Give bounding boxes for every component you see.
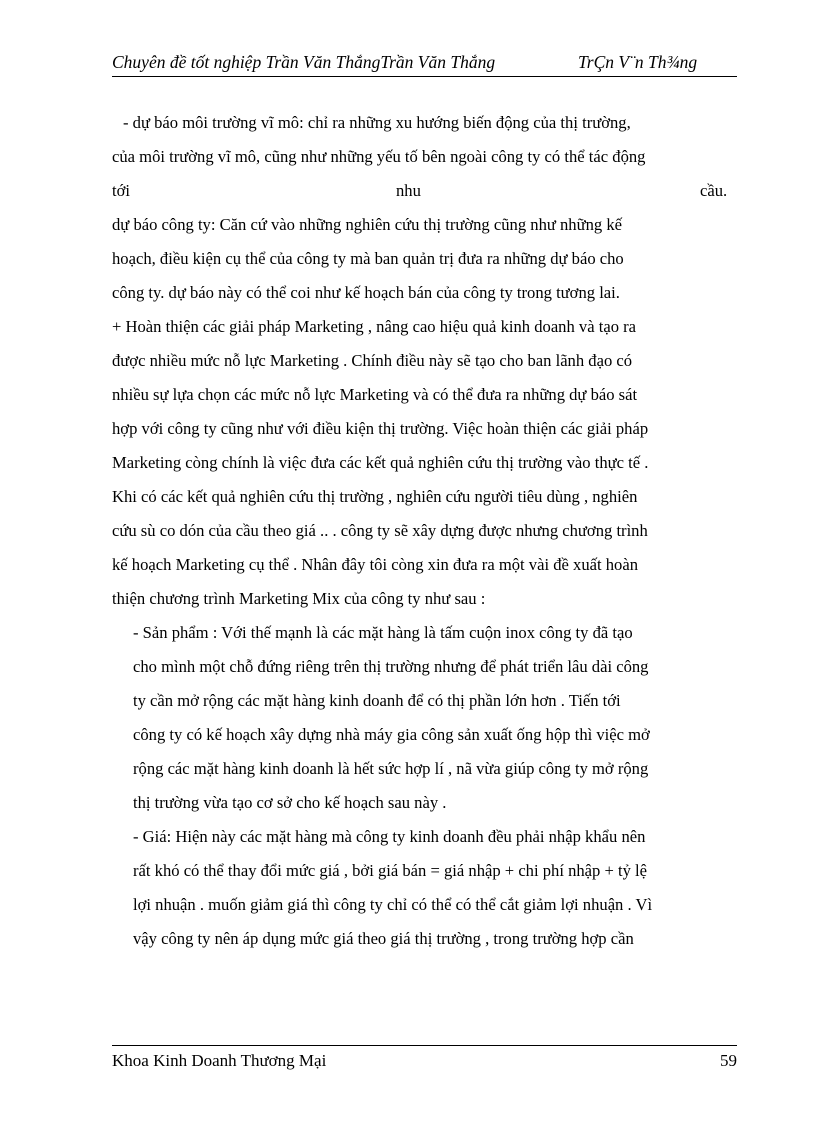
text-line: - Giá: Hiện này các mặt hàng mà công ty kinh doanh đều phải nhập khẩu nên (133, 827, 646, 846)
text-line: ty cần mở rộng các mặt hàng kinh doanh để có thị phần lớn hơn . Tiến tới (133, 691, 621, 710)
text-line: rộng các mặt hàng kinh doanh là hết sức hợp lí , nã vừa giúp công ty mở rộng (133, 759, 649, 778)
footer-rule (112, 1045, 737, 1046)
text-line: kế hoạch Marketing cụ thể . Nhân đây tôi còng xin đưa ra một vài đề xuất hoàn (112, 555, 639, 574)
text-line: công ty có kế hoạch xây dựng nhà máy gia công sản xuất ống hộp thì việc mở (133, 725, 650, 744)
text-line: dự báo công ty: Căn cứ vào những nghiên cứu thị trường cũng như những kế (112, 215, 622, 234)
text-line: tới (112, 181, 130, 200)
text-line: hợp với công ty cũng như với điều kiện thị trường. Việc hoàn thiện các giải pháp (112, 419, 649, 438)
footer-department: Khoa Kinh Doanh Thương Mại (112, 1051, 327, 1070)
page-number: 59 (720, 1051, 737, 1070)
text-line: - Sản phẩm : Với thế mạnh là các mặt hàng là tấm cuộn inox công ty đã tạo (133, 623, 633, 642)
text-line: Khi có các kết quả nghiên cứu thị trường , nghiên cứu người tiêu dùng , nghiên (112, 487, 638, 506)
header-author: TrÇn V¨n Th¾ng (578, 52, 698, 72)
text-line: + Hoàn thiện các giải pháp Marketing , nâng cao hiệu quả kinh doanh và tạo ra (112, 317, 637, 336)
text-line: vậy công ty nên áp dụng mức giá theo giá thị trường , trong trường hợp cần (133, 929, 634, 948)
text-line: lợi nhuận . muốn giảm giá thì công ty chỉ có thể có thể cắt giảm lợi nhuận . Vì (133, 895, 653, 914)
text-line: - dự báo môi trường vĩ mô: chỉ ra những xu hướng biến động của thị trường, (123, 113, 631, 132)
text-line: hoạch, điều kiện cụ thể của công ty mà ban quản trị đưa ra những dự báo cho (112, 249, 624, 268)
text-line: được nhiều mức nỗ lực Marketing . Chính điều này sẽ tạo cho ban lãnh đạo có (112, 351, 633, 370)
text-line: cầu. (700, 181, 728, 200)
header-title: Chuyên đề tốt nghiệp Trần Văn ThắngTrần Văn Thắng (112, 52, 496, 72)
text-line: cứu sù co dón của cầu theo giá .. . công ty sẽ xây dựng được nhưng chương trình (112, 521, 648, 540)
text-line: rất khó có thể thay đổi mức giá , bởi giá bán = giá nhập + chi phí nhập + tỷ lệ (133, 861, 648, 880)
text-line: cho mình một chỗ đứng riêng trên thị trường nhưng để phát triển lâu dài công (133, 657, 649, 676)
text-line: nhu (396, 181, 421, 200)
text-line: thiện chương trình Marketing Mix của công ty như sau : (112, 589, 486, 608)
text-line: công ty. dự báo này có thể coi như kế hoạch bán của công ty trong tương lai. (112, 283, 620, 302)
text-line: Marketing còng chính là việc đưa các kết quả nghiên cứu thị trường vào thực tế . (112, 453, 649, 472)
page-header (112, 52, 740, 78)
text-line: thị trường vừa tạo cơ sở cho kế hoạch sau này . (133, 793, 447, 812)
header-rule (112, 76, 737, 77)
text-line: của môi trường vĩ mô, cũng như những yếu tố bên ngoài công ty có thể tác động (112, 147, 646, 166)
text-line: nhiều sự lựa chọn các mức nỗ lực Marketing và có thể đưa ra những dự báo sát (112, 385, 638, 404)
